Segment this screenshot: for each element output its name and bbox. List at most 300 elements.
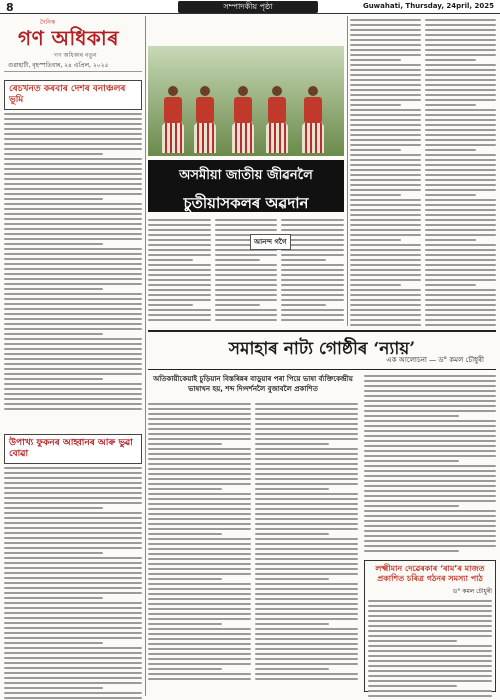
text-line: [364, 440, 496, 442]
text-line: [4, 178, 142, 180]
text-line: [215, 224, 278, 226]
text-line: [425, 314, 496, 316]
text-line: [215, 294, 278, 296]
text-line: [350, 269, 421, 271]
text-line: [255, 448, 358, 450]
text-line: [4, 198, 103, 200]
text-line: [350, 109, 421, 111]
text-line: [4, 313, 142, 315]
side-article-body: [364, 372, 496, 562]
text-line: [215, 319, 278, 321]
text-line: [148, 668, 222, 670]
text-line: [364, 450, 496, 452]
text-line: [148, 244, 211, 246]
text-line: [4, 532, 142, 534]
dancer-figure: [194, 86, 216, 156]
text-line: [364, 460, 459, 462]
text-line: [255, 453, 358, 455]
text-line: [350, 259, 421, 261]
masthead-title: গণ অধিকাৰ: [18, 26, 119, 50]
text-line: [4, 652, 142, 654]
text-line: [350, 99, 421, 101]
text-line: [148, 453, 251, 455]
text-line: [425, 174, 496, 176]
text-line: [4, 263, 142, 265]
text-line: [4, 522, 142, 524]
text-line: [148, 473, 251, 475]
text-line: [350, 189, 421, 191]
text-line: [4, 223, 142, 225]
text-line: [4, 363, 142, 365]
text-column: [148, 400, 251, 683]
text-line: [255, 658, 358, 660]
text-line: [255, 468, 358, 470]
text-line: [350, 49, 421, 51]
text-line: [255, 523, 358, 525]
text-line: [350, 194, 401, 196]
text-line: [4, 118, 142, 120]
text-line: [148, 673, 251, 675]
dancer-figure: [162, 86, 184, 156]
text-line: [4, 253, 142, 255]
text-line: [350, 314, 421, 316]
text-line: [281, 314, 344, 316]
text-column: [350, 16, 421, 329]
text-line: [425, 74, 496, 76]
text-line: [4, 163, 142, 165]
text-line: [350, 319, 421, 321]
text-line: [148, 403, 251, 405]
text-line: [4, 682, 142, 684]
text-line: [425, 299, 496, 301]
text-line: [364, 550, 459, 552]
text-line: [215, 284, 278, 286]
text-line: [255, 618, 358, 620]
text-line: [4, 378, 103, 380]
text-line: [368, 695, 492, 697]
text-line: [281, 254, 344, 256]
text-line: [350, 209, 421, 211]
text-line: [4, 632, 142, 634]
text-line: [364, 485, 496, 487]
text-line: [148, 478, 251, 480]
text-line: [425, 19, 496, 21]
text-line: [425, 264, 496, 266]
text-line: [350, 149, 401, 151]
text-line: [4, 602, 142, 604]
text-line: [255, 593, 358, 595]
text-line: [255, 408, 358, 410]
text-line: [148, 513, 251, 515]
text-line: [425, 254, 496, 256]
article-byline: আনন্দ গগৈ: [250, 234, 291, 250]
text-line: [255, 578, 329, 580]
text-line: [425, 269, 496, 271]
text-line: [364, 435, 496, 437]
text-line: [364, 395, 496, 397]
text-line: [4, 353, 142, 355]
text-line: [4, 572, 142, 574]
text-line: [4, 612, 142, 614]
text-line: [425, 289, 496, 291]
text-line: [350, 324, 421, 326]
text-line: [148, 433, 251, 435]
text-line: [364, 505, 459, 507]
text-line: [4, 487, 142, 489]
text-line: [281, 274, 344, 276]
text-line: [4, 128, 142, 130]
text-line: [255, 598, 358, 600]
text-line: [148, 418, 251, 420]
text-line: [364, 380, 496, 382]
text-line: [255, 493, 358, 495]
text-line: [148, 468, 251, 470]
text-line: [364, 420, 496, 422]
text-line: [281, 309, 344, 311]
text-line: [148, 408, 251, 410]
boxed-article: [364, 560, 496, 692]
text-line: [148, 254, 211, 256]
text-line: [368, 670, 492, 672]
text-line: [255, 513, 358, 515]
text-line: [425, 214, 496, 216]
text-line: [4, 308, 142, 310]
text-line: [255, 418, 358, 420]
text-line: [4, 687, 103, 689]
text-line: [350, 229, 421, 231]
text-line: [148, 448, 251, 450]
text-line: [425, 79, 496, 81]
text-line: [350, 119, 421, 121]
text-line: [255, 478, 358, 480]
text-line: [148, 413, 251, 415]
text-line: [350, 54, 421, 56]
text-line: [4, 283, 142, 285]
dancers-photo: [148, 46, 344, 156]
text-line: [148, 658, 251, 660]
top-bar: [0, 0, 500, 14]
text-line: [425, 189, 496, 191]
text-line: [350, 69, 421, 71]
text-line: [255, 473, 358, 475]
masthead-subtitle: গণ অধিকাৰ নতুন: [54, 52, 97, 59]
text-line: [425, 104, 476, 106]
text-line: [4, 542, 142, 544]
text-line: [148, 498, 251, 500]
lower-headline-block: [148, 330, 496, 370]
masthead: [4, 16, 142, 72]
text-line: [364, 375, 496, 377]
text-line: [4, 497, 142, 499]
boxed-article-author: ড° কমল চৌধুৰী: [452, 588, 492, 595]
text-line: [368, 605, 492, 607]
text-line: [4, 348, 142, 350]
text-line: [425, 199, 496, 201]
text-line: [350, 199, 421, 201]
text-line: [425, 34, 496, 36]
banner-line-1: অসমীয়া জাতীয় জীৱনলৈ: [179, 168, 313, 183]
text-line: [4, 547, 142, 549]
text-line: [425, 89, 496, 91]
text-line: [4, 168, 142, 170]
text-line: [350, 39, 421, 41]
text-line: [368, 600, 492, 602]
text-line: [4, 328, 142, 330]
text-line: [215, 254, 278, 256]
text-line: [4, 323, 142, 325]
text-line: [255, 483, 358, 485]
masthead-tagline: দৈনিক: [40, 19, 56, 26]
text-line: [425, 24, 496, 26]
left-column: [4, 76, 142, 413]
right-column: [350, 16, 496, 326]
text-line: [255, 488, 329, 490]
text-line: [148, 588, 251, 590]
text-line: [148, 289, 211, 291]
text-line: [4, 368, 142, 370]
text-line: [364, 445, 496, 447]
text-line: [281, 264, 344, 266]
text-line: [4, 637, 142, 639]
text-line: [255, 678, 358, 680]
text-line: [4, 477, 142, 479]
text-line: [364, 525, 496, 527]
text-line: [148, 653, 251, 655]
text-line: [148, 578, 222, 580]
text-line: [148, 613, 251, 615]
text-line: [350, 224, 421, 226]
text-line: [215, 304, 260, 306]
left-lower-article: [4, 430, 142, 690]
text-line: [4, 647, 142, 649]
text-line: [148, 443, 222, 445]
left-lower-headline-box: [4, 434, 142, 464]
text-line: [4, 343, 142, 345]
text-line: [364, 390, 496, 392]
text-line: [364, 480, 496, 482]
text-line: [425, 224, 496, 226]
text-line: [425, 274, 496, 276]
text-line: [148, 249, 211, 251]
text-line: [4, 113, 142, 115]
text-line: [148, 563, 251, 565]
text-line: [425, 54, 496, 56]
text-line: [215, 269, 278, 271]
text-line: [148, 638, 251, 640]
text-line: [281, 299, 344, 301]
text-line: [281, 244, 344, 246]
text-line: [255, 613, 358, 615]
text-line: [350, 59, 401, 61]
text-line: [281, 279, 344, 281]
text-line: [4, 293, 142, 295]
text-line: [368, 650, 492, 652]
text-line: [4, 278, 142, 280]
text-line: [148, 428, 251, 430]
text-line: [425, 69, 496, 71]
text-line: [281, 304, 326, 306]
text-line: [425, 49, 496, 51]
text-line: [148, 309, 211, 311]
text-line: [4, 482, 142, 484]
text-line: [350, 204, 421, 206]
text-line: [4, 298, 142, 300]
text-line: [364, 545, 496, 547]
text-line: [4, 358, 142, 360]
text-line: [425, 284, 476, 286]
text-line: [425, 209, 496, 211]
text-line: [148, 239, 211, 241]
text-line: [4, 592, 142, 594]
text-line: [425, 239, 476, 241]
text-line: [4, 577, 142, 579]
text-line: [350, 134, 421, 136]
text-line: [4, 393, 142, 395]
text-line: [215, 309, 278, 311]
text-line: [425, 64, 496, 66]
text-line: [255, 573, 358, 575]
text-line: [364, 410, 496, 412]
lower-subhead: এক আলোচনা — ড° কমল চৌধুৰী: [386, 356, 484, 364]
text-line: [425, 259, 496, 261]
text-line: [364, 430, 496, 432]
text-line: [215, 279, 278, 281]
text-line: [364, 490, 496, 492]
text-line: [425, 194, 476, 196]
text-line: [364, 535, 496, 537]
text-line: [148, 538, 251, 540]
text-line: [350, 129, 421, 131]
text-line: [255, 633, 358, 635]
text-line: [4, 333, 103, 335]
text-line: [4, 527, 142, 529]
text-line: [4, 537, 142, 539]
text-line: [368, 625, 492, 627]
text-line: [281, 229, 344, 231]
text-line: [350, 219, 421, 221]
text-line: [4, 398, 142, 400]
text-line: [255, 643, 358, 645]
text-line: [148, 568, 251, 570]
text-line: [148, 274, 211, 276]
text-line: [148, 284, 211, 286]
text-line: [364, 470, 496, 472]
text-line: [148, 678, 251, 680]
text-line: [350, 34, 421, 36]
text-line: [350, 29, 421, 31]
text-line: [4, 492, 142, 494]
text-line: [4, 472, 142, 474]
text-line: [350, 184, 421, 186]
text-line: [255, 423, 358, 425]
text-line: [4, 597, 103, 599]
text-line: [368, 635, 492, 637]
text-line: [4, 627, 142, 629]
text-line: [148, 583, 251, 585]
text-line: [350, 239, 401, 241]
text-line: [4, 268, 142, 270]
text-line: [425, 124, 496, 126]
lower-author: ড° কমল চৌধুৰী: [438, 356, 484, 364]
text-line: [4, 203, 142, 205]
text-line: [4, 233, 142, 235]
text-line: [281, 219, 344, 221]
text-line: [255, 533, 329, 535]
text-line: [350, 174, 421, 176]
text-line: [350, 104, 401, 106]
column-divider: [145, 16, 146, 696]
text-line: [364, 520, 496, 522]
left-headline: ৰেচখনত কৰবাৰ দেশৰ বনাঞ্চলৰ ভূমি: [9, 84, 126, 105]
text-line: [4, 467, 142, 469]
text-line: [148, 648, 251, 650]
text-line: [281, 294, 344, 296]
text-line: [148, 633, 251, 635]
text-line: [364, 515, 496, 517]
text-line: [148, 608, 251, 610]
text-line: [148, 264, 211, 266]
text-line: [4, 672, 142, 674]
text-line: [4, 582, 142, 584]
left-article-body: [4, 113, 142, 410]
text-line: [364, 475, 496, 477]
text-line: [4, 158, 142, 160]
text-line: [255, 543, 358, 545]
text-line: [255, 568, 358, 570]
text-line: [350, 299, 421, 301]
text-line: [364, 540, 496, 542]
text-line: [4, 213, 142, 215]
text-line: [255, 583, 358, 585]
text-line: [425, 179, 496, 181]
text-line: [4, 228, 142, 230]
feature-article-body: [148, 216, 344, 326]
text-line: [281, 269, 344, 271]
text-column: [425, 16, 496, 329]
text-line: [425, 244, 496, 246]
text-line: [215, 219, 278, 221]
text-line: [350, 159, 421, 161]
text-line: [148, 483, 251, 485]
text-line: [350, 169, 421, 171]
text-line: [4, 243, 103, 245]
text-line: [4, 288, 103, 290]
text-line: [148, 314, 211, 316]
text-line: [4, 248, 142, 250]
text-line: [425, 164, 496, 166]
text-line: [4, 697, 142, 699]
text-line: [350, 249, 421, 251]
text-line: [4, 517, 142, 519]
text-line: [148, 553, 251, 555]
text-line: [255, 413, 358, 415]
text-line: [255, 503, 358, 505]
text-line: [255, 628, 358, 630]
text-line: [425, 109, 496, 111]
text-line: [255, 673, 358, 675]
text-line: [4, 143, 142, 145]
dancer-figure: [232, 86, 254, 156]
text-line: [364, 385, 496, 387]
text-line: [4, 403, 142, 405]
text-line: [350, 284, 401, 286]
lower-subhead-text: এক আলোচনা: [386, 356, 427, 364]
text-line: [350, 89, 421, 91]
text-line: [4, 303, 142, 305]
text-line: [350, 294, 421, 296]
text-line: [148, 319, 211, 321]
text-line: [148, 438, 251, 440]
